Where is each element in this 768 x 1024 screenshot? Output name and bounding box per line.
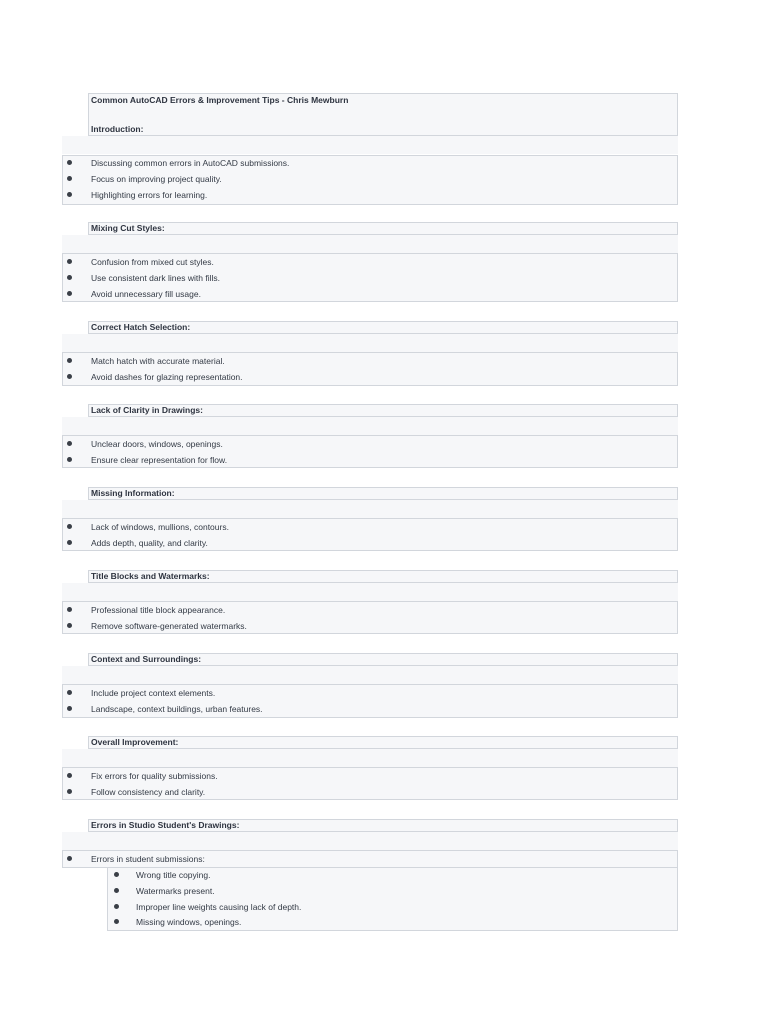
list-item: Highlighting errors for learning. <box>91 190 208 200</box>
list-item: Professional title block appearance. <box>91 605 226 615</box>
section-heading: Title Blocks and Watermarks: <box>91 571 210 581</box>
sublist-item: Improper line weights causing lack of depth. <box>136 902 302 912</box>
list-item: Fix errors for quality submissions. <box>91 771 218 781</box>
bullet-icon <box>67 176 72 181</box>
sublist-item: Wrong title copying. <box>136 870 211 880</box>
section-heading: Overall Improvement: <box>91 737 179 747</box>
bullet-icon <box>67 374 72 379</box>
list-item: Avoid dashes for glazing representation. <box>91 372 243 382</box>
list-item: Unclear doors, windows, openings. <box>91 439 223 449</box>
bullet-icon <box>67 291 72 296</box>
document-title: Common AutoCAD Errors & Improvement Tips - Chris Mewburn <box>91 95 349 105</box>
bullet-icon <box>67 457 72 462</box>
spacer-band <box>62 666 678 684</box>
section-heading: Introduction: <box>91 124 144 134</box>
list-item: Confusion from mixed cut styles. <box>91 257 214 267</box>
bullet-icon <box>67 856 72 861</box>
list-item: Landscape, context buildings, urban features. <box>91 704 263 714</box>
bullet-icon <box>67 259 72 264</box>
bullet-icon <box>67 690 72 695</box>
bullet-icon <box>67 773 72 778</box>
list-item: Lack of windows, mullions, contours. <box>91 522 229 532</box>
list-item: Focus on improving project quality. <box>91 174 222 184</box>
spacer-band <box>62 749 678 767</box>
sublist-item: Missing windows, openings. <box>136 917 242 927</box>
list-item: Remove software-generated watermarks. <box>91 621 247 631</box>
bullet-icon <box>114 872 119 877</box>
bullet-icon <box>67 192 72 197</box>
list-item: Follow consistency and clarity. <box>91 787 206 797</box>
bullet-icon <box>67 160 72 165</box>
list-item: Ensure clear representation for flow. <box>91 455 228 465</box>
spacer-band <box>62 832 678 850</box>
list-item: Avoid unnecessary fill usage. <box>91 289 201 299</box>
section-heading: Missing Information: <box>91 488 175 498</box>
list-item: Errors in student submissions: <box>91 854 205 864</box>
bullet-icon <box>114 888 119 893</box>
section-heading: Context and Surroundings: <box>91 654 202 664</box>
section-heading: Lack of Clarity in Drawings: <box>91 405 203 415</box>
sublist-item: Watermarks present. <box>136 886 215 896</box>
bullet-icon <box>67 441 72 446</box>
spacer-band <box>62 136 678 154</box>
bullet-icon <box>114 904 119 909</box>
list-item: Discussing common errors in AutoCAD submissions. <box>91 158 290 168</box>
list-item: Include project context elements. <box>91 688 216 698</box>
bullet-icon <box>67 524 72 529</box>
spacer-band <box>62 500 678 518</box>
spacer-band <box>62 334 678 352</box>
bullet-icon <box>67 275 72 280</box>
heading-box <box>88 487 678 500</box>
bullet-icon <box>67 706 72 711</box>
spacer-band <box>62 235 678 253</box>
section-heading: Mixing Cut Styles: <box>91 223 165 233</box>
bullet-icon <box>67 623 72 628</box>
section-heading: Errors in Studio Student's Drawings: <box>91 820 240 830</box>
section-heading: Correct Hatch Selection: <box>91 322 191 332</box>
spacer-band <box>62 583 678 601</box>
spacer-band <box>62 417 678 435</box>
bullet-icon <box>67 540 72 545</box>
heading-box <box>88 222 678 235</box>
list-item: Adds depth, quality, and clarity. <box>91 538 208 548</box>
bullet-icon <box>67 789 72 794</box>
bullet-icon <box>67 607 72 612</box>
bullet-icon <box>67 358 72 363</box>
bullet-icon <box>114 919 119 924</box>
list-item: Match hatch with accurate material. <box>91 356 225 366</box>
list-item: Use consistent dark lines with fills. <box>91 273 220 283</box>
